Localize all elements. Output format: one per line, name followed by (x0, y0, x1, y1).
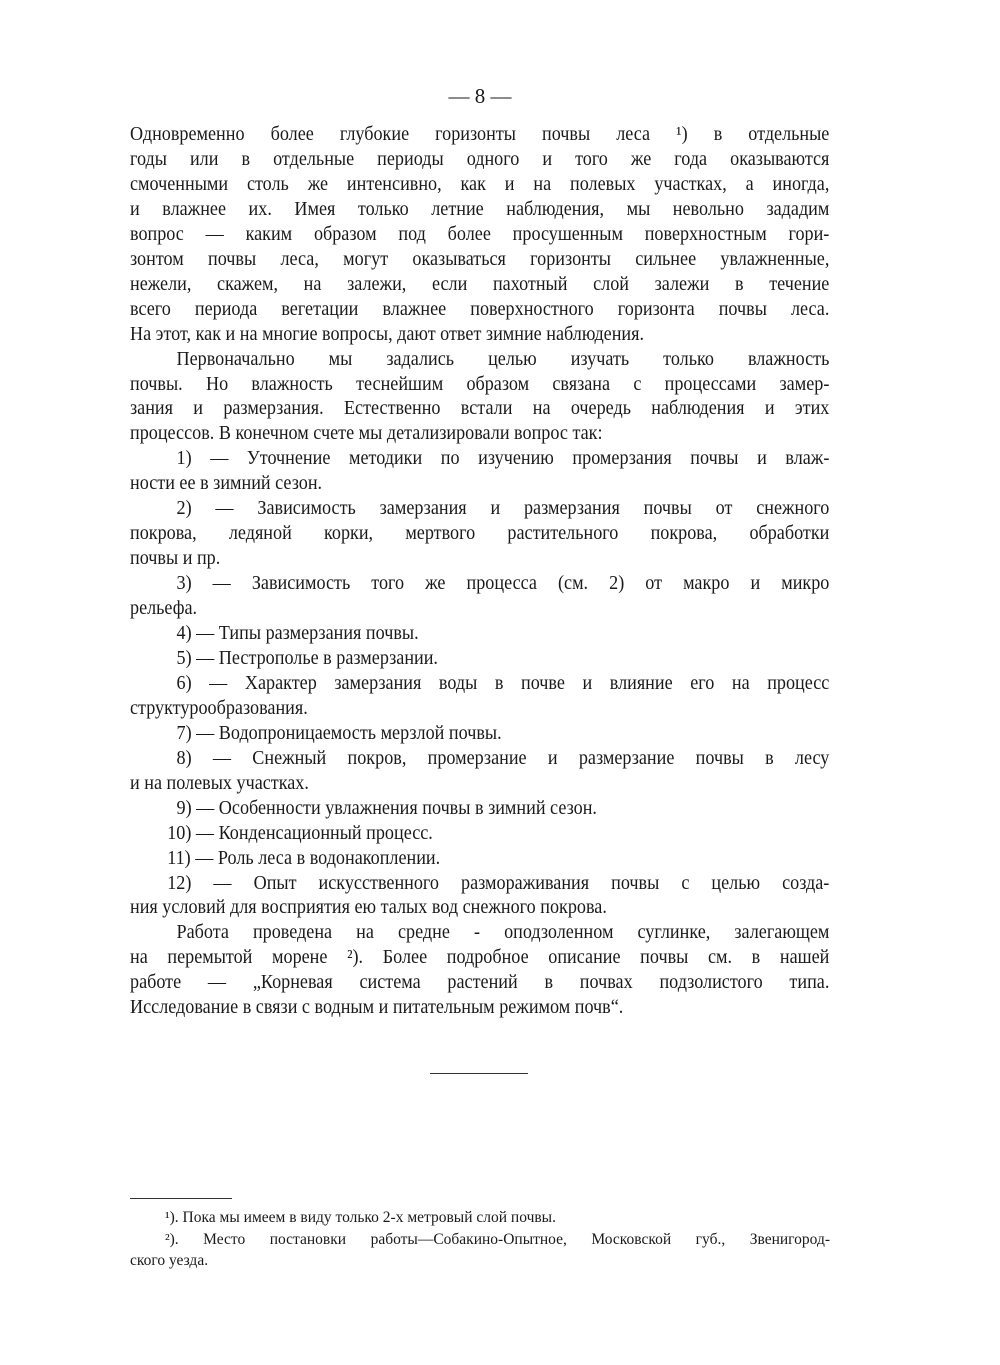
text-line: почвы. Но влажность теснейшим образом связана с процессами замер- (130, 373, 830, 395)
text-line: Исследование в связи с водным и питательным режимом почв“. (130, 997, 624, 1019)
footnote-line: ¹). Пока мы имеем в виду только 2-х метровый слой почвы. (165, 1209, 556, 1226)
text-line: всего периода вегетации влажнее поверхностного горизонта почвы леса. (130, 298, 830, 320)
text-line: 4) — Типы размерзания почвы. (176, 623, 419, 644)
text-line: смоченными столь же интенсивно, как и на полевых участках, а иногда, (130, 173, 830, 195)
text-line: 8) — Снежный покров, промерзание и размерзание почвы в лесу (176, 747, 830, 769)
text-line: 12) — Опыт искусственного размораживания почвы с целью созда- (167, 872, 830, 894)
footnote-line: ского уезда. (130, 1252, 209, 1269)
text-line: работе — „Корневая система растений в почвах подзолистого типа. (130, 972, 830, 994)
text-line: структурообразования. (130, 697, 308, 719)
text-line: Первоначально мы задались целью изучать только влажность (176, 348, 830, 370)
text-line: 3) — Зависимость того же процесса (см. 2) от макро и микро (176, 573, 830, 595)
text-line: вопрос — каким образом под более просушенным поверхностным гори- (130, 223, 830, 245)
text-line: и на полевых участках. (130, 772, 309, 794)
text-line: На этот, как и на многие вопросы, дают ответ зимние наблюдения. (130, 323, 645, 345)
text-line: 5) — Пестрополье в размерзании. (176, 647, 438, 669)
text-line: 9) — Особенности увлажнения почвы в зимний сезон. (176, 797, 597, 819)
text-line: 11) — Роль леса в водонакоплении. (167, 847, 441, 869)
text-line: 6) — Характер замерзания воды в почве и влияние его на процесс (176, 672, 830, 694)
text-line: почвы и пр. (130, 548, 221, 570)
section-divider (430, 1073, 528, 1074)
page-number: — 8 — (448, 84, 512, 108)
text-line: покрова, ледяной корки, мертвого растительного покрова, обработки (130, 523, 830, 545)
footnote-rule (130, 1198, 232, 1199)
text-line: зания и размерзания. Естественно встали на очередь наблюдения и этих (130, 398, 830, 420)
text-line: годы или в отдельные периоды одного и того же года оказываются (130, 148, 830, 170)
text-line: ния условий для восприятия ею талых вод снежного покрова. (130, 897, 607, 919)
text-line: на перемытой морене ²). Более подробное описание почвы см. в нашей (130, 947, 830, 969)
text-line: рельефа. (130, 598, 198, 620)
text-line: 10) — Конденсационный процесс. (167, 822, 433, 844)
text-line: 2) — Зависимость замерзания и размерзания почвы от снежного (176, 498, 830, 520)
text-line: 1) — Уточнение методики по изучению промерзания почвы и влаж- (176, 448, 830, 470)
text-line: Одновременно более глубокие горизонты почвы леса ¹) в отдельные (130, 124, 830, 145)
text-line: 7) — Водопроницаемость мерзлой почвы. (176, 722, 502, 744)
text-line: ности ее в зимний сезон. (130, 473, 323, 495)
text-line: нежели, скажем, на залежи, если пахотный слой залежи в течение (130, 273, 830, 295)
text-line: зонтом почвы леса, могут оказываться горизонты сильнее увлажненные, (130, 248, 830, 270)
text-line: и влажнее их. Имея только летние наблюдения, мы невольно зададим (130, 198, 830, 220)
text-line: процессов. В конечном счете мы детализировали вопрос так: (130, 423, 603, 445)
footnote-line: ²). Место постановки работы—Собакино-Опытное, Московской губ., Звенигород- (165, 1230, 830, 1248)
text-line: Работа проведена на средне - оподзоленном суглинке, залегающем (176, 922, 830, 944)
